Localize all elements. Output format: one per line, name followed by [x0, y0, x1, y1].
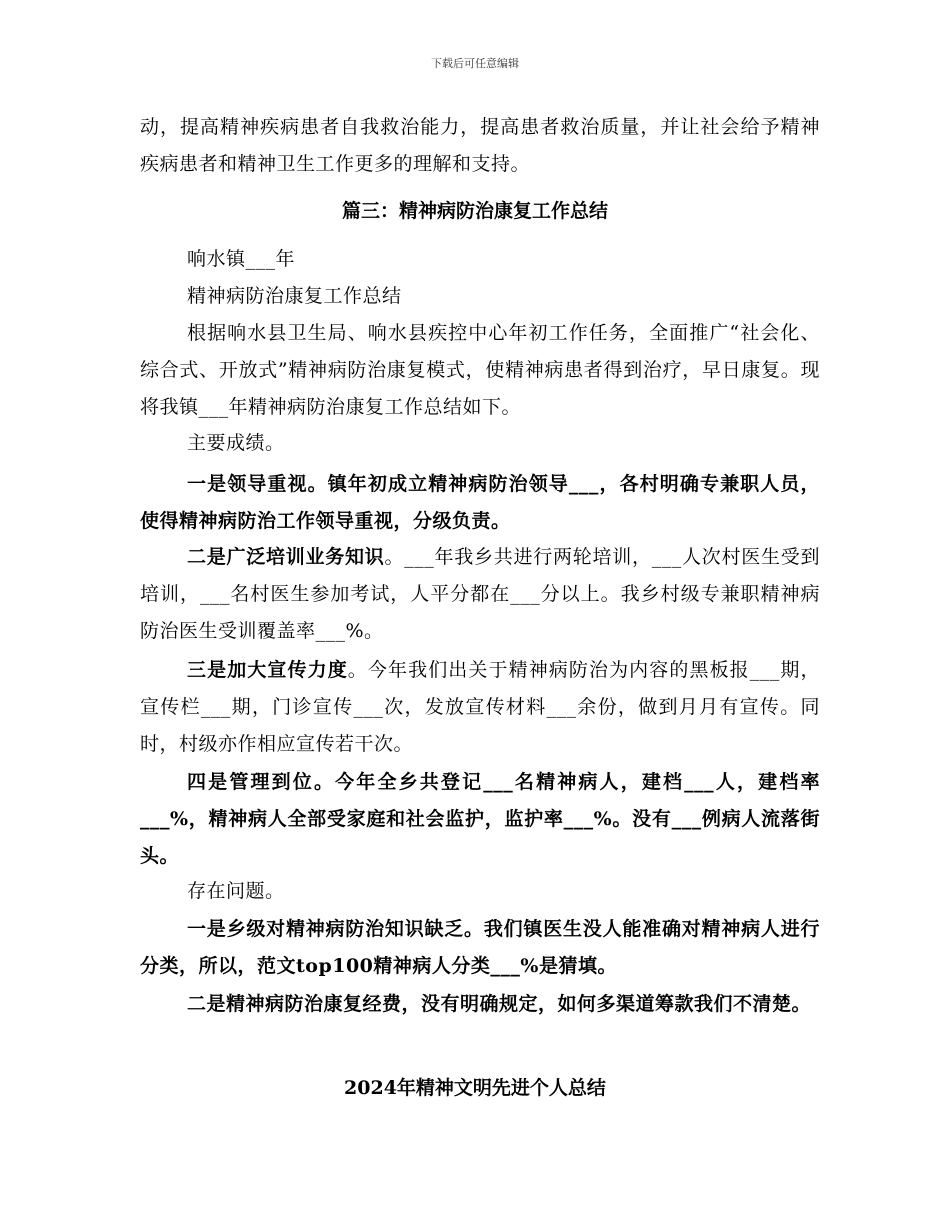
page-header: 下载后可任意编辑: [431, 57, 519, 70]
achievement-item-3: [140, 652, 820, 763]
problem-item-1: 一是乡级对精神病防治知识缺乏。我们镇医生没人能准确对精神病人进行分类，所以，范文top100精神病人分类___%是猜填。: [140, 918, 820, 977]
report-subtitle: 精神病防治康复工作总结: [187, 285, 402, 307]
next-section-title: 2024年精神文明先进个人总结: [344, 1077, 606, 1099]
achievement-item-2-body: 。___年我乡共进行两轮培训，___人次村医生受到培训，___名村医生参加考试，人平分都在___分以上。我乡村级专兼职精神病防治医生受训覆盖率___%。: [140, 546, 820, 642]
achievement-item-1: 一是领导重视。镇年初成立精神病防治领导___，各村明确专兼职人员，使得精神病防治工作领导重视，分级负责。: [140, 473, 820, 532]
achievement-item-3-lead: 三是加大宣传力度: [187, 659, 348, 681]
achievement-item-3-body: 。今年我们出关于精神病防治为内容的黑板报___期，宣传栏___期，门诊宣传___次，发放宣传材料___余份，做到月月有宣传。同时，村级亦作相应宣传若干次。: [140, 659, 820, 755]
achievement-item-4: 四是管理到位。今年全乡共登记___名精神病人，建档___人，建档率___%，精神病人全部受家庭和社会监护，监护率___%。没有___例病人流落街头。: [140, 771, 820, 867]
achievements-heading: 主要成绩。: [187, 432, 285, 454]
section-title: 篇三：精神病防治康复工作总结: [341, 200, 608, 222]
town-year-line: 响水镇___年: [187, 248, 296, 270]
problem-item-2: 二是精神病防治康复经费，没有明确规定，如何多渠道筹款我们不清楚。: [187, 993, 812, 1015]
continuation-paragraph: 动，提高精神疾病患者自我救治能力，提高患者救治质量，并让社会给予精神疾病患者和精神卫生工作更多的理解和支持。: [140, 116, 820, 175]
achievement-item-2-lead: 二是广泛培训业务知识: [187, 546, 385, 568]
achievement-item-2: [140, 539, 820, 650]
intro-paragraph: 根据响水县卫生局、响水县疾控中心年初工作任务，全面推广“社会化、综合式、开放式”精神病防治康复模式，使精神病患者得到治疗，早日康复。现将我镇___年精神病防治康复工作总结如下。: [140, 322, 820, 418]
problems-heading: 存在问题。: [187, 880, 285, 902]
